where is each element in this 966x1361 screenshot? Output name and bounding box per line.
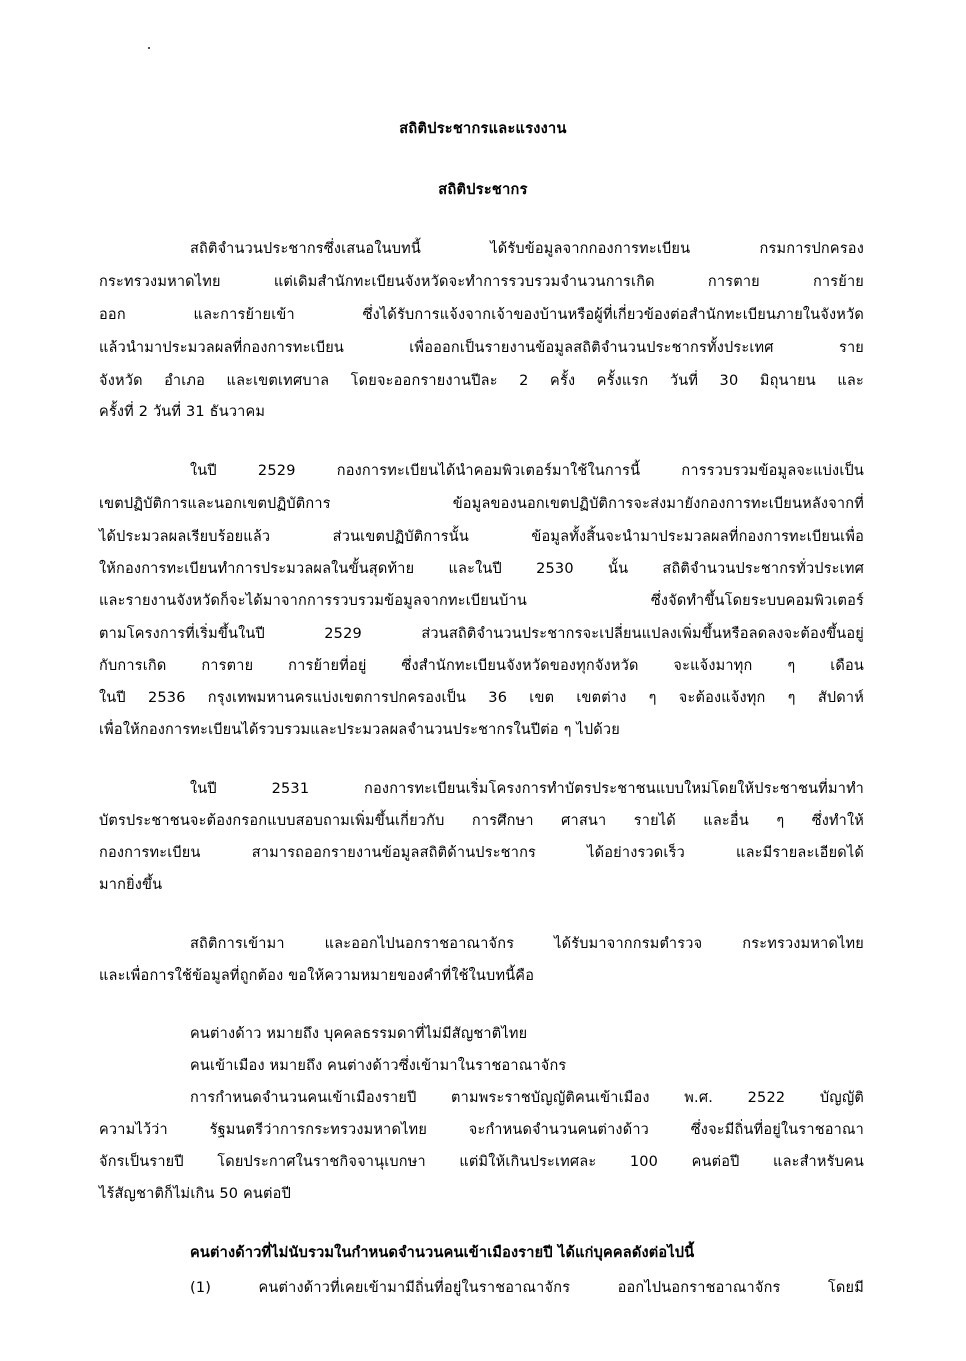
paragraph-1-line-3: ออก และการย้ายเข้า ซึ่งได้รับการแจ้งจากเจ้าของบ้านหรือผู้ที่เกี่ยวข้องต่อสำนักทะเบียนภายในจังหวัด [99, 307, 864, 323]
paragraph-2-line-5: และรายงานจังหวัดก็จะได้มาจากการรวบรวมข้อมูลจากทะเบียนบ้าน ซึ่งจัดทำขึ้นโดยระบบคอมพิวเตอร์ [99, 593, 864, 609]
paragraph-1-line-6: ครั้งที่ 2 วันที่ 31 ธันวาคม [99, 404, 266, 420]
paragraph-1-line-2: กระทรวงมหาดไทย แต่เดิมสำนักทะเบียนจังหวัดจะทำการรวบรวมจำนวนการเกิด การตาย การย้าย [99, 274, 864, 290]
paragraph-2-line-1: ในปี 2529 กองการทะเบียนได้นำคอมพิวเตอร์มาใช้ในการนี้ การรวบรวมข้อมูลจะแบ่งเป็น [190, 463, 864, 479]
paragraph-2-line-6: ตามโครงการที่เริ่มขึ้นในปี 2529 ส่วนสถิติจำนวนประชากรจะเปลี่ยนแปลงเพิ่มขึ้นหรือลดลงจะต้องขึ้นอยู่ [99, 626, 864, 642]
paragraph-4-line-1: สถิติการเข้ามา และออกไปนอกราชอาณาจักร ได้รับมาจากกรมตำรวจ กระทรวงมหาดไทย [190, 936, 864, 952]
paragraph-2-line-2: เขตปฏิบัติการและนอกเขตปฏิบัติการ ข้อมูลของนอกเขตปฏิบัติการจะส่งมายังกองการทะเบียนหลังจากที่ [99, 496, 864, 512]
paragraph-1-line-4: แล้วนำมาประมวลผลที่กองการทะเบียน เพื่อออกเป็นรายงานข้อมูลสถิติจำนวนประชากรทั้งประเทศ ราย [99, 340, 864, 356]
paragraph-4-line-2: และเพื่อการใช้ข้อมูลที่ถูกต้อง ขอให้ความหมายของคำที่ใช้ในบทนี้คือ [99, 968, 535, 984]
paragraph-2-line-7: กับการเกิด การตาย การย้ายที่อยู่ ซึ่งสำนักทะเบียนจังหวัดของทุกจังหวัด จะแจ้งมาทุก ๆ เดือน [99, 658, 864, 674]
paragraph-3-line-2: บัตรประชาชนจะต้องกรอกแบบสอบถามเพิ่มขึ้นเกี่ยวกับ การศึกษา ศาสนา รายได้ และอื่น ๆ ซึ่งทำให้ [99, 813, 864, 829]
document-title: สถิติประชากรและแรงงาน [399, 121, 567, 137]
paragraph-1-line-1: สถิติจำนวนประชากรซึ่งเสนอในบทนี้ ได้รับข้อมูลจากกองการทะเบียน กรมการปกครอง [190, 241, 864, 257]
paragraph-3-line-1: ในปี 2531 กองการทะเบียนเริ่มโครงการทำบัตรประชาชนแบบใหม่โดยให้ประชาชนที่มาทำ [190, 781, 864, 797]
paragraph-3-line-3: กองการทะเบียน สามารถออกรายงานข้อมูลสถิติด้านประชากร ได้อย่างรวดเร็ว และมีรายละเอียดได้ [99, 845, 864, 861]
paragraph-3-line-4: มากยิ่งขึ้น [99, 877, 163, 893]
paragraph-2-line-3: ได้ประมวลผลเรียบร้อยแล้ว ส่วนเขตปฏิบัติการนั้น ข้อมูลทั้งสิ้นจะนำมาประมวลผลที่กองการทะเบียนเพื่อ [99, 529, 864, 545]
scan-speck [148, 47, 150, 49]
paragraph-2-line-4: ให้กองการทะเบียนทำการประมวลผลในขั้นสุดท้าย และในปี 2530 นั้น สถิติจำนวนประชากรทั่วประเทศ [99, 561, 864, 577]
definition-alien: คนต่างด้าว หมายถึง บุคคลธรรมดาที่ไม่มีสัญชาติไทย [190, 1026, 528, 1042]
paragraph-2-line-9: เพื่อให้กองการทะเบียนได้รวบรวมและประมวลผลจำนวนประชากรในปีต่อ ๆ ไปด้วย [99, 722, 620, 738]
paragraph-1-line-5: จังหวัด อำเภอ และเขตเทศบาล โดยจะออกรายงานปีละ 2 ครั้ง ครั้งแรก วันที่ 30 มิถุนายน และ [99, 373, 864, 389]
definition-immigrant: คนเข้าเมือง หมายถึง คนต่างด้าวซึ่งเข้ามาในราชอาณาจักร [190, 1058, 567, 1074]
quota-line-4: ไร้สัญชาติก็ไม่เกิน 50 คนต่อปี [99, 1186, 291, 1202]
exempt-heading: คนต่างด้าวที่ไม่นับรวมในกำหนดจำนวนคนเข้าเมืองรายปี ได้แก่บุคคลดังต่อไปนี้ [190, 1245, 695, 1261]
exempt-item-1: (1) คนต่างด้าวที่เคยเข้ามามีถิ่นที่อยู่ในราชอาณาจักร ออกไปนอกราชอาณาจักร โดยมี [190, 1280, 864, 1296]
quota-line-3: จักรเป็นรายปี โดยประกาศในราชกิจจานุเบกษา แต่มิให้เกินประเทศละ 100 คนต่อปี และสำหรับคน [99, 1154, 864, 1170]
quota-line-2: ความไว้ว่า รัฐมนตรีว่าการกระทรวงมหาดไทย จะกำหนดจำนวนคนต่างด้าว ซึ่งจะมีถิ่นที่อยู่ในราชอาณา [99, 1122, 864, 1138]
paragraph-2-line-8: ในปี 2536 กรุงเทพมหานครแบ่งเขตการปกครองเป็น 36 เขต เขตต่าง ๆ จะต้องแจ้งทุก ๆ สัปดาห์ [99, 690, 864, 706]
quota-line-1: การกำหนดจำนวนคนเข้าเมืองรายปี ตามพระราชบัญญัติคนเข้าเมือง พ.ศ. 2522 บัญญัติ [190, 1090, 864, 1106]
section-title: สถิติประชากร [438, 182, 528, 198]
